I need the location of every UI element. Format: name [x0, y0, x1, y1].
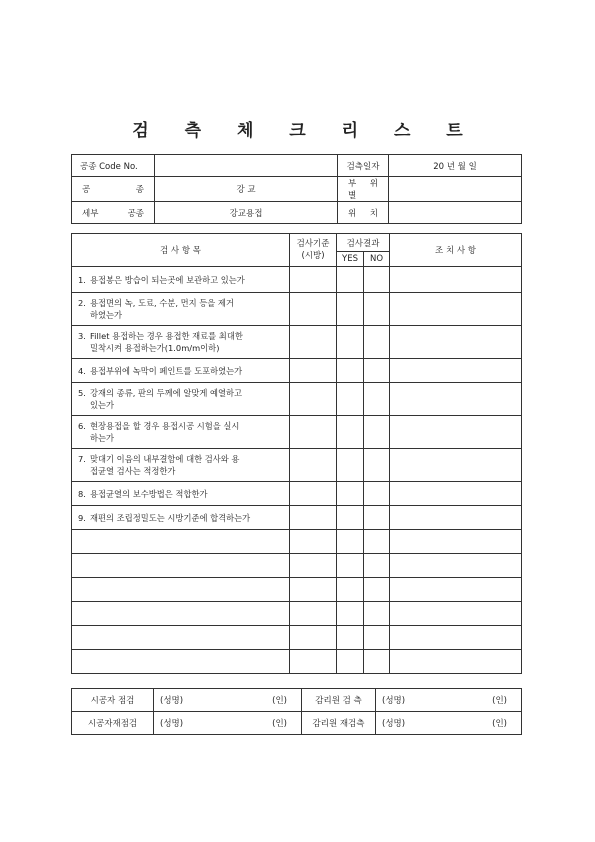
item-text-line2: 하는가 [90, 433, 115, 443]
contractor-check-signature[interactable] [154, 689, 302, 712]
standard-cell[interactable] [290, 383, 337, 416]
standard-cell[interactable] [290, 554, 337, 578]
name-label: (성명) [160, 696, 184, 706]
header-standard: 검사기준 (시방) [290, 234, 337, 267]
checklist-item [72, 482, 290, 506]
yes-cell[interactable] [337, 326, 364, 359]
checklist-item [72, 326, 290, 359]
work-field[interactable]: 강 교 [155, 177, 338, 202]
checklist-row [72, 416, 522, 449]
no-cell[interactable] [364, 326, 390, 359]
no-cell[interactable] [364, 449, 390, 482]
header-no: NO [364, 252, 390, 267]
no-cell[interactable] [364, 383, 390, 416]
item-text: 용접면의 녹, 도료, 수분, 먼지 등을 제거 [90, 298, 234, 308]
checklist-row [72, 482, 522, 506]
name-label: (성명) [382, 719, 406, 729]
standard-cell[interactable] [290, 293, 337, 326]
item-number: 6. [78, 421, 86, 431]
item-text: 현장용접을 할 경우 용접시공 시험을 실시 [90, 421, 240, 431]
no-cell[interactable] [364, 650, 390, 674]
yes-cell[interactable] [337, 506, 364, 530]
checklist-row [72, 267, 522, 293]
standard-cell[interactable] [290, 449, 337, 482]
checklist-item [72, 449, 290, 482]
item-text: 용접봉은 방습이 되는곳에 보관하고 있는가 [90, 274, 245, 285]
item-number: 8. [78, 488, 86, 499]
checklist-item [72, 293, 290, 326]
supervisor-inspect-signature[interactable] [376, 689, 522, 712]
checklist-item [72, 267, 290, 293]
page-title: 검 측 체 크 리 스 트 [132, 121, 478, 141]
contractor-check-label: 시공자 점검 [72, 689, 154, 712]
checklist-row [72, 293, 522, 326]
action-cell[interactable] [390, 416, 522, 449]
date-label: 검측일자 [338, 155, 389, 177]
action-cell[interactable] [390, 530, 522, 554]
yes-cell[interactable] [337, 554, 364, 578]
standard-cell[interactable] [290, 626, 337, 650]
action-cell[interactable] [390, 602, 522, 626]
no-cell[interactable] [364, 506, 390, 530]
item-number: 5. [78, 388, 86, 398]
item-cell[interactable] [72, 554, 290, 578]
blank-row [72, 554, 522, 578]
yes-cell[interactable] [337, 626, 364, 650]
standard-cell[interactable] [290, 326, 337, 359]
no-cell[interactable] [364, 530, 390, 554]
supervisor-reinspect-label: 감리원 재검측 [302, 712, 376, 735]
action-cell[interactable] [390, 359, 522, 383]
yes-cell[interactable] [337, 293, 364, 326]
action-cell[interactable] [390, 326, 522, 359]
checklist-row [72, 506, 522, 530]
header-items: 검 사 항 목 [72, 234, 290, 267]
no-cell[interactable] [364, 359, 390, 383]
action-cell[interactable] [390, 449, 522, 482]
action-cell[interactable] [390, 267, 522, 293]
standard-cell[interactable] [290, 650, 337, 674]
item-text: 재편의 조립정밀도는 시방기준에 합격하는가 [90, 512, 251, 523]
item-cell[interactable] [72, 578, 290, 602]
no-cell[interactable] [364, 602, 390, 626]
no-cell[interactable] [364, 267, 390, 293]
location-field[interactable] [389, 202, 522, 224]
no-cell[interactable] [364, 416, 390, 449]
standard-cell[interactable] [290, 578, 337, 602]
checklist-row [72, 449, 522, 482]
checklist-item [72, 506, 290, 530]
item-number: 1. [78, 274, 86, 285]
work-label: 공 종 [72, 177, 155, 202]
part-field[interactable] [389, 177, 522, 202]
no-cell[interactable] [364, 482, 390, 506]
date-field[interactable]: 20 년 월 일 [389, 155, 522, 177]
checklist-row [72, 359, 522, 383]
standard-cell[interactable] [290, 359, 337, 383]
checklist-item [72, 383, 290, 416]
signature-table [71, 688, 522, 735]
item-text: 맞대기 이음의 내부결함에 대한 검사와 용 [90, 454, 240, 464]
info-table [71, 154, 522, 224]
supervisor-reinspect-signature[interactable] [376, 712, 522, 735]
checklist-item [72, 359, 290, 383]
standard-cell[interactable] [290, 602, 337, 626]
item-text: Fillet 용접하는 경우 용접한 재료를 최대한 [90, 331, 243, 341]
yes-cell[interactable] [337, 578, 364, 602]
seal-label: (인) [272, 719, 287, 729]
item-text-line2: 있는가 [90, 400, 115, 410]
part-label: 부 위 별 [338, 177, 389, 202]
yes-cell[interactable] [337, 416, 364, 449]
blank-row [72, 626, 522, 650]
item-number: 2. [78, 298, 86, 308]
contractor-recheck-label: 시공자재점검 [72, 712, 154, 735]
checklist-row [72, 326, 522, 359]
item-text-line2: 하였는가 [90, 310, 123, 320]
no-cell[interactable] [364, 626, 390, 650]
action-cell[interactable] [390, 626, 522, 650]
header-yes: YES [337, 252, 364, 267]
action-cell[interactable] [390, 383, 522, 416]
detail-label: 세부 공종 [72, 202, 155, 224]
action-cell[interactable] [390, 506, 522, 530]
item-cell[interactable] [72, 602, 290, 626]
item-cell[interactable] [72, 650, 290, 674]
yes-cell[interactable] [337, 449, 364, 482]
yes-cell[interactable] [337, 602, 364, 626]
header-result: 검사결과 [337, 234, 390, 252]
blank-row [72, 650, 522, 674]
seal-label: (인) [492, 696, 507, 706]
code-label: 공종 Code No. [72, 155, 155, 177]
supervisor-inspect-label: 감리원 검 측 [302, 689, 376, 712]
action-cell[interactable] [390, 554, 522, 578]
contractor-recheck-signature[interactable] [154, 712, 302, 735]
item-text-line2: 접균열 검사는 적정한가 [90, 466, 176, 476]
yes-cell[interactable] [337, 359, 364, 383]
blank-row [72, 602, 522, 626]
item-text-line2: 밀착시켜 용접하는가(1.0m/m이하) [90, 343, 220, 353]
action-cell[interactable] [390, 482, 522, 506]
standard-cell[interactable] [290, 482, 337, 506]
yes-cell[interactable] [337, 267, 364, 293]
name-label: (성명) [160, 719, 184, 729]
header-action: 조 치 사 항 [390, 234, 522, 267]
location-label: 위 치 [338, 202, 389, 224]
item-text: 용접부위에 녹막이 페인트를 도포하였는가 [90, 365, 243, 376]
checklist-item [72, 416, 290, 449]
standard-cell[interactable] [290, 267, 337, 293]
yes-cell[interactable] [337, 650, 364, 674]
checklist-row [72, 383, 522, 416]
blank-row [72, 578, 522, 602]
no-cell[interactable] [364, 293, 390, 326]
standard-cell[interactable] [290, 506, 337, 530]
item-number: 7. [78, 454, 86, 464]
item-cell[interactable] [72, 626, 290, 650]
item-number: 3. [78, 331, 86, 341]
yes-cell[interactable] [337, 530, 364, 554]
item-number: 4. [78, 365, 86, 376]
yes-cell[interactable] [337, 482, 364, 506]
no-cell[interactable] [364, 554, 390, 578]
yes-cell[interactable] [337, 383, 364, 416]
action-cell[interactable] [390, 293, 522, 326]
action-cell[interactable] [390, 650, 522, 674]
checklist-table [71, 233, 522, 674]
action-cell[interactable] [390, 578, 522, 602]
item-cell[interactable] [72, 530, 290, 554]
seal-label: (인) [272, 696, 287, 706]
standard-cell[interactable] [290, 416, 337, 449]
no-cell[interactable] [364, 578, 390, 602]
code-field[interactable] [155, 155, 338, 177]
standard-cell[interactable] [290, 530, 337, 554]
item-number: 9. [78, 512, 86, 523]
blank-row [72, 530, 522, 554]
name-label: (성명) [382, 696, 406, 706]
item-text: 용접균열의 보수방법은 적합한가 [90, 488, 208, 499]
item-text: 강재의 종류, 판의 두께에 알맞게 예열하고 [90, 388, 243, 398]
detail-field[interactable]: 강교용접 [155, 202, 338, 224]
seal-label: (인) [492, 719, 507, 729]
